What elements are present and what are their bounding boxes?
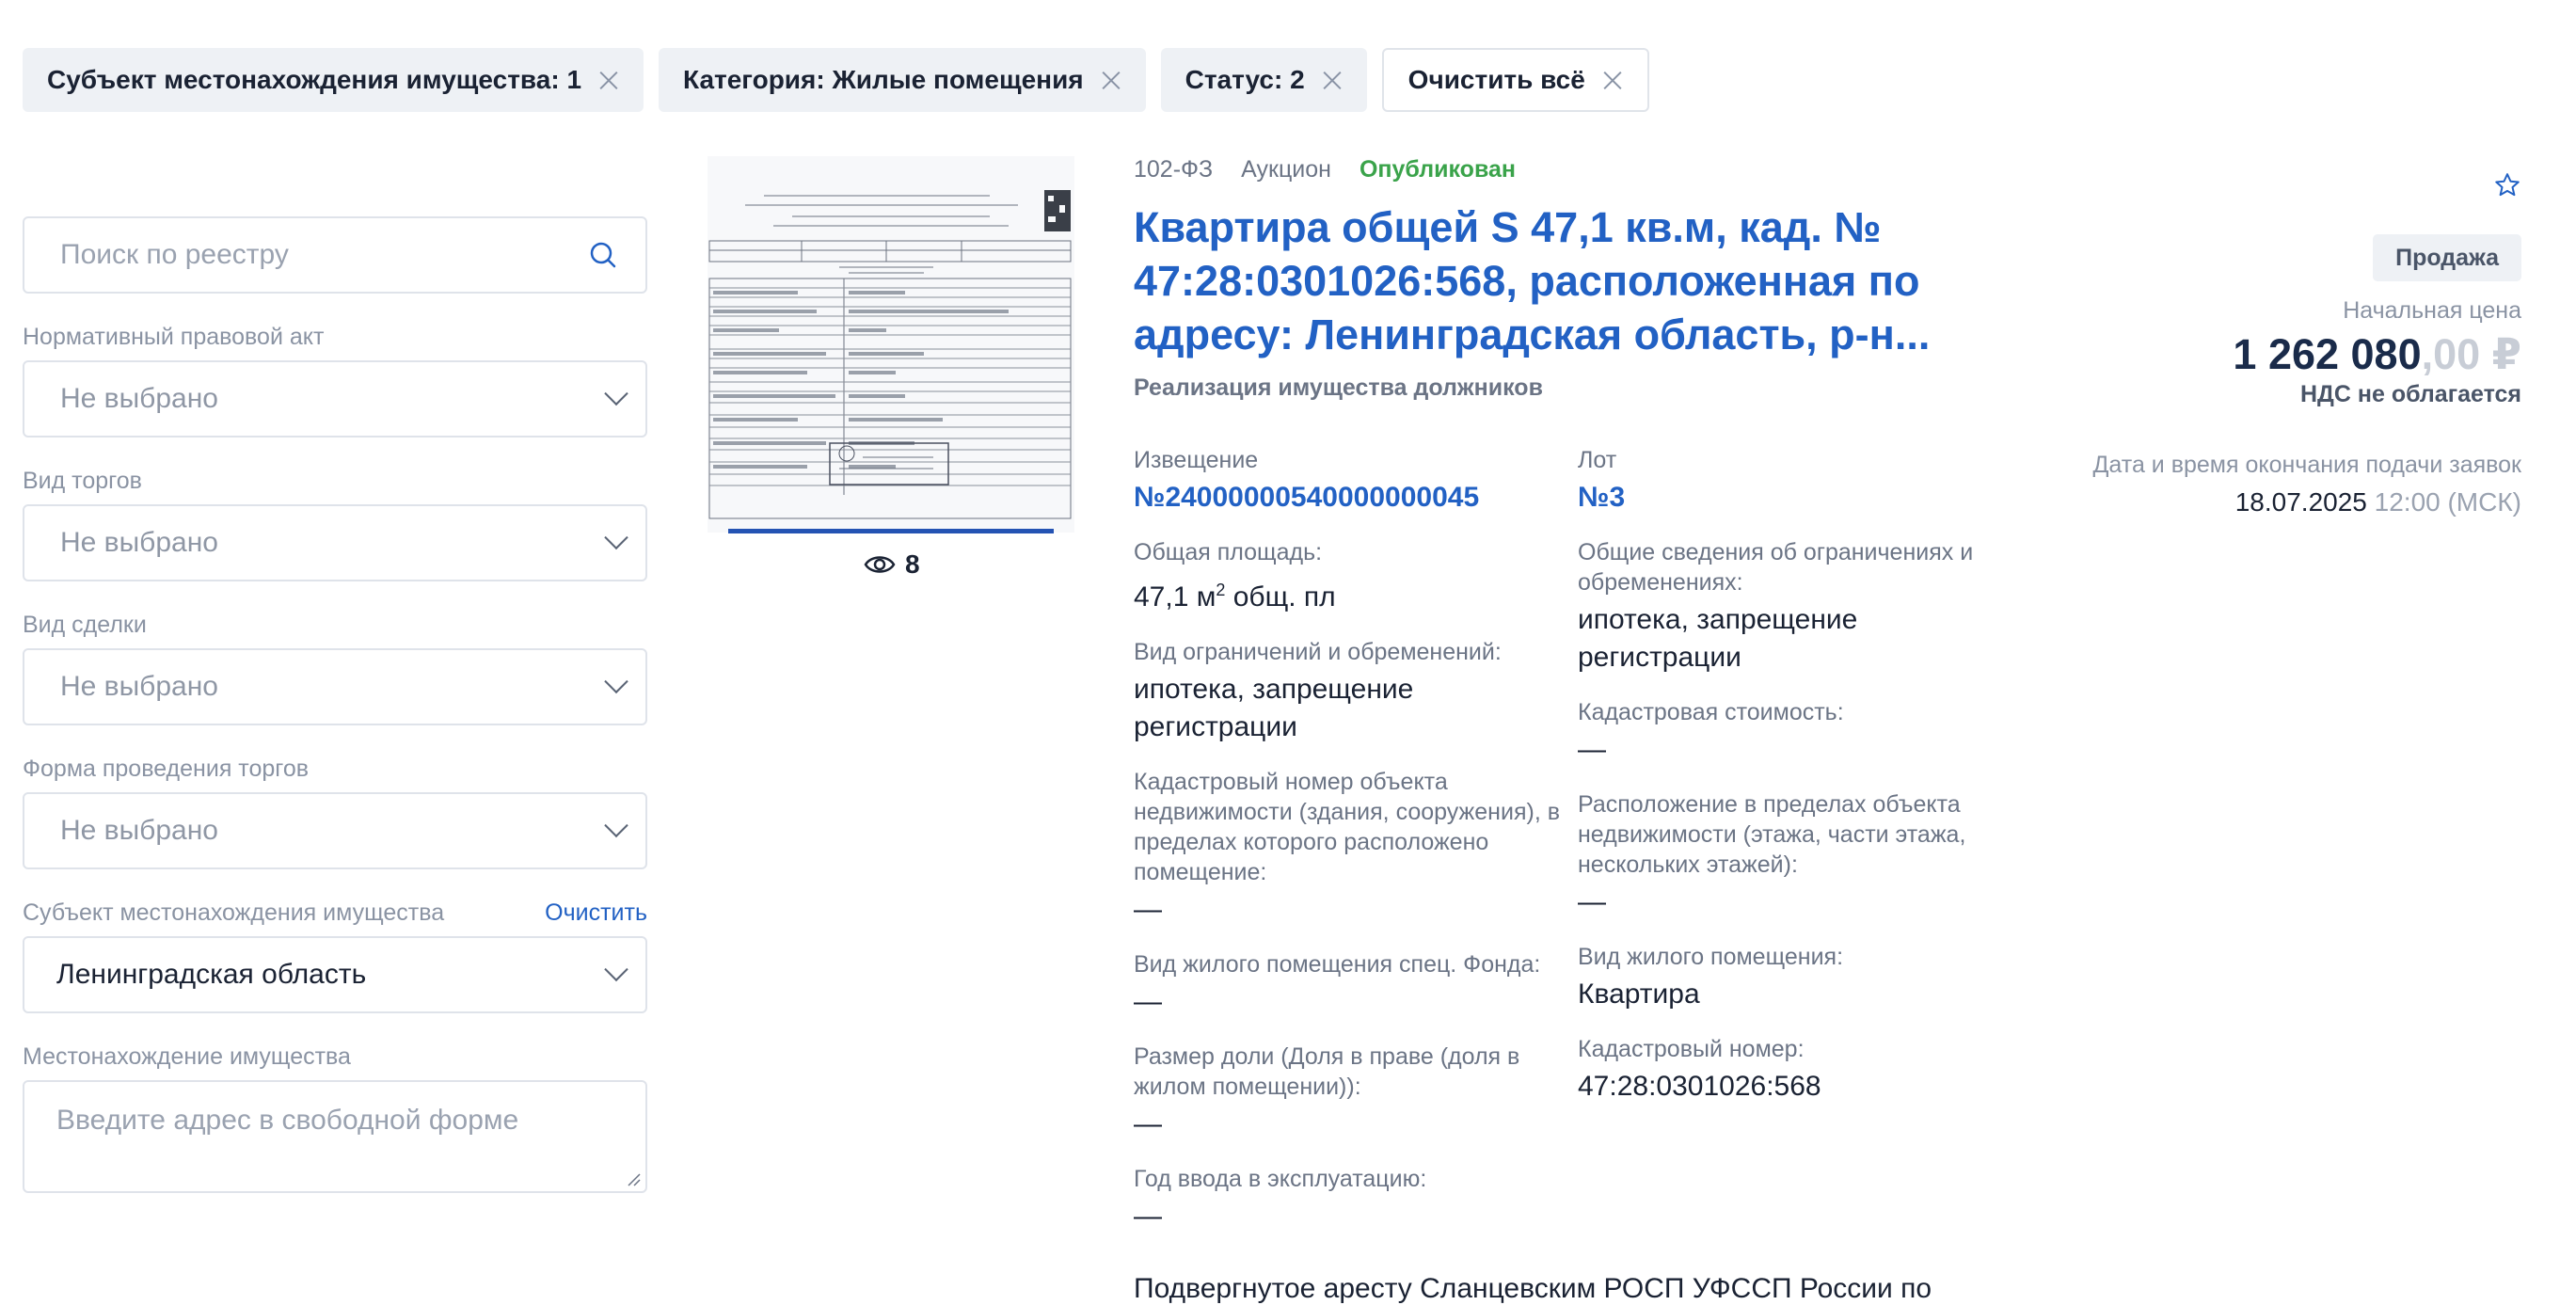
vat-note: НДС не облагается <box>2300 381 2521 407</box>
lot-subtitle: Реализация имущества должников <box>1134 374 1543 401</box>
lot-number-link[interactable]: №3 <box>1578 482 1626 513</box>
select-legal-act[interactable] <box>23 360 647 438</box>
view-count: 8 <box>905 549 920 579</box>
lot-details <box>1134 445 1999 1256</box>
field-label: Вид торгов <box>23 468 142 494</box>
field-label: Извещение <box>1134 447 1259 473</box>
search-icon[interactable] <box>589 241 617 269</box>
detail-field <box>1134 1164 1578 1235</box>
chevron-down-icon <box>604 382 628 406</box>
select-value: Не выбрано <box>60 815 218 846</box>
detail-field <box>1134 767 1578 929</box>
field-label: Лот <box>1578 447 1617 473</box>
document-scan-image <box>708 156 1074 533</box>
filter-sidebar <box>23 216 647 1193</box>
field-value: — <box>1134 1108 1162 1139</box>
field-value: Квартира <box>1578 979 1700 1010</box>
filter-chip-label: Субъект местонахождения имущества: 1 <box>47 65 582 94</box>
law-tag: 102-ФЗ <box>1134 156 1214 183</box>
filter-chip-category[interactable] <box>659 48 1146 112</box>
field-value: — <box>1134 1201 1162 1232</box>
area-value: 47,1 $м^2$ общ. пл <box>1134 581 1336 613</box>
status-badge: Опубликован <box>1359 156 1516 183</box>
filter-chip-label: Статус: 2 <box>1185 65 1305 94</box>
select-value: Ленинградская область <box>56 959 367 990</box>
lot-title-link[interactable]: Квартира общей S 47,1 кв.м, кад. № 47:28:0301026:568, расположенная по адресу: Ленинградская область, р-н... <box>1134 203 1931 358</box>
clear-all-label: Очистить всё <box>1407 65 1585 94</box>
select-auction-form[interactable] <box>23 792 647 869</box>
field-label: Вид жилого помещения: <box>1578 944 1844 970</box>
select-value: Не выбрано <box>60 527 218 558</box>
field-value: ипотека, запрещение регистрации <box>1134 674 1414 742</box>
eye-icon <box>864 553 896 576</box>
field-label-region <box>23 899 647 927</box>
field-value: — <box>1578 886 1606 917</box>
select-deal-type[interactable] <box>23 648 647 725</box>
area-field <box>1134 537 1578 616</box>
deal-type-badge: Продажа <box>2373 234 2521 281</box>
chevron-down-icon <box>604 526 628 549</box>
lot-description: Подвергнутое аресту Сланцевским РОСП УФССП России по <box>1134 1273 1932 1304</box>
field-label: Кадастровый номер: <box>1578 1036 1805 1062</box>
registry-search-input[interactable] <box>23 216 647 294</box>
close-icon[interactable] <box>1602 70 1623 90</box>
select-value: Не выбрано <box>60 671 218 702</box>
select-region[interactable] <box>23 936 647 1013</box>
lot-field <box>1578 445 1982 517</box>
clear-region-link[interactable]: Очистить <box>545 899 647 926</box>
field-label: Местонахождение имущества <box>23 1043 351 1070</box>
resize-handle-icon[interactable] <box>623 1169 642 1187</box>
field-label: Расположение в пределах объекта недвижимости (этажа, части этажа, нескольких этажей): <box>1578 791 1966 878</box>
clear-all-button[interactable] <box>1382 48 1649 112</box>
select-auction-type[interactable] <box>23 504 647 581</box>
favorite-star-icon[interactable] <box>2493 171 2521 199</box>
start-price-label: Начальная цена <box>2343 297 2521 324</box>
view-counter <box>864 549 920 580</box>
field-label: Год ввода в эксплуатацию: <box>1134 1166 1427 1192</box>
detail-field <box>1578 697 1982 769</box>
field-label: Общие сведения об ограничениях и обременениях: <box>1578 539 1974 596</box>
pricing-block <box>2092 295 2521 517</box>
field-label: Субъект местонахождения имущества <box>23 899 445 926</box>
search-placeholder: Поиск по реестру <box>60 239 289 270</box>
lot-document-thumbnail[interactable] <box>708 156 1074 533</box>
detail-field <box>1578 537 1982 676</box>
chevron-down-icon <box>604 958 628 981</box>
select-value: Не выбрано <box>60 383 218 414</box>
close-icon[interactable] <box>1101 70 1121 90</box>
address-placeholder: Введите адрес в свободной форме <box>56 1105 519 1136</box>
field-label: Общая площадь: <box>1134 539 1323 565</box>
field-label: Вид жилого помещения спец. Фонда: <box>1134 951 1541 978</box>
detail-field <box>1578 1034 1982 1106</box>
notice-number-link[interactable]: №24000000540000000045 <box>1134 482 1480 513</box>
deadline-label: Дата и время окончания подачи заявок <box>2092 452 2521 478</box>
field-label: Форма проведения торгов <box>23 756 310 782</box>
detail-field <box>1134 1042 1578 1143</box>
lot-card <box>1134 156 1999 1305</box>
address-textarea[interactable] <box>23 1080 647 1193</box>
deadline-value: 18.07.2025 12:00 (МСК) <box>2234 487 2521 517</box>
field-label: Вид ограничений и обременений: <box>1134 639 1502 665</box>
field-value: — <box>1134 986 1162 1017</box>
auction-type-tag: Аукцион <box>1241 156 1331 183</box>
detail-field <box>1134 949 1578 1021</box>
filter-chip-label: Категория: Жилые помещения <box>683 65 1084 94</box>
field-value: — <box>1134 894 1162 925</box>
field-label: Нормативный правовой акт <box>23 324 325 350</box>
thumbnail-progress-bar <box>728 529 1054 533</box>
field-label: Вид сделки <box>23 612 147 638</box>
start-price: 1 262 080,00 ₽ <box>2233 330 2521 378</box>
notice-field <box>1134 445 1578 517</box>
active-filters <box>23 48 1649 112</box>
field-value: ипотека, запрещение регистрации <box>1578 604 1858 673</box>
detail-field <box>1578 942 1982 1013</box>
detail-field <box>1578 789 1982 921</box>
details-right-column <box>1578 445 1982 1256</box>
chevron-down-icon <box>604 814 628 837</box>
field-label: Кадастровый номер объекта недвижимости (здания, сооружения), в пределах которого расположено помещение: <box>1134 769 1560 885</box>
chevron-down-icon <box>604 670 628 693</box>
close-icon[interactable] <box>598 70 619 90</box>
filter-chip-region[interactable] <box>23 48 644 112</box>
field-label: Кадастровая стоимость: <box>1578 699 1844 725</box>
detail-field <box>1134 637 1578 746</box>
field-value: — <box>1578 734 1606 765</box>
field-label: Размер доли (Доля в праве (доля в жилом помещении)): <box>1134 1043 1520 1100</box>
details-left-column <box>1134 445 1578 1256</box>
filter-chip-status[interactable] <box>1161 48 1367 112</box>
close-icon[interactable] <box>1322 70 1343 90</box>
lot-meta <box>1134 156 1999 183</box>
field-value: 47:28:0301026:568 <box>1578 1071 1821 1102</box>
